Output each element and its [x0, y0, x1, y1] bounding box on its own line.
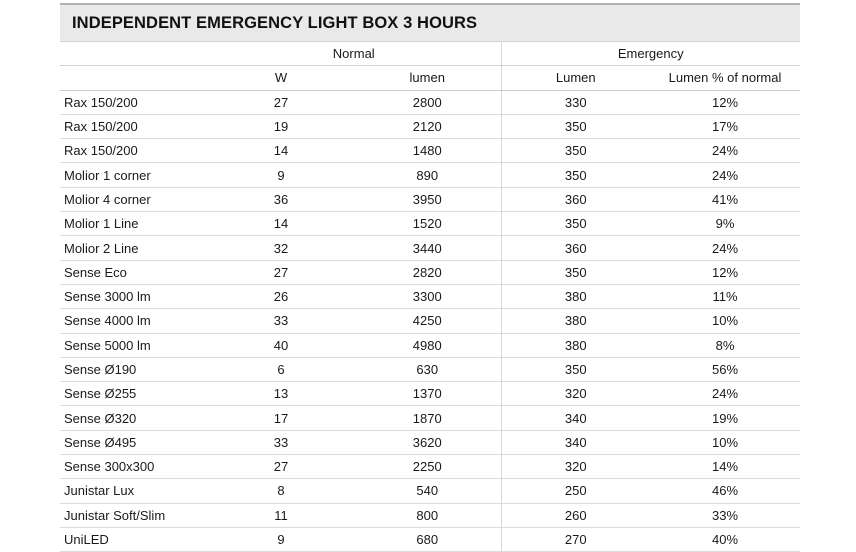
- table-row: [60, 260, 800, 284]
- column-header-row: [60, 66, 800, 90]
- cell-normal-lumen: 4980: [330, 333, 501, 357]
- cell-normal-w: 27: [232, 90, 330, 114]
- cell-product-name: Rax 150/200: [60, 114, 232, 138]
- cell-normal-w: 33: [232, 309, 330, 333]
- cell-product-name: Molior 2 Line: [60, 236, 232, 260]
- cell-normal-lumen: 680: [330, 527, 501, 551]
- cell-emergency-lumen: 250: [501, 479, 650, 503]
- cell-emergency-lumen: 320: [501, 455, 650, 479]
- cell-normal-w: 27: [232, 455, 330, 479]
- table-row: [60, 382, 800, 406]
- table-row: [60, 479, 800, 503]
- table-row: [60, 357, 800, 381]
- cell-product-name: Sense 3000 lm: [60, 284, 232, 308]
- cell-emergency-lumen-percent: 19%: [650, 406, 800, 430]
- table-row: [60, 406, 800, 430]
- cell-emergency-lumen-percent: 12%: [650, 90, 800, 114]
- cell-emergency-lumen: 350: [501, 260, 650, 284]
- cell-normal-w: 8: [232, 479, 330, 503]
- cell-normal-w: 13: [232, 382, 330, 406]
- cell-product-name: Molior 4 corner: [60, 187, 232, 211]
- column-header-lumen: lumen: [330, 66, 501, 90]
- cell-normal-lumen: 3950: [330, 187, 501, 211]
- column-header-lumen-percent: Lumen % of normal: [650, 66, 800, 90]
- cell-normal-w: 26: [232, 284, 330, 308]
- cell-product-name: Rax 150/200: [60, 90, 232, 114]
- cell-product-name: Sense 300x300: [60, 455, 232, 479]
- cell-emergency-lumen-percent: 17%: [650, 114, 800, 138]
- cell-normal-w: 6: [232, 357, 330, 381]
- cell-emergency-lumen-percent: 56%: [650, 357, 800, 381]
- group-header-blank: [60, 42, 232, 66]
- cell-product-name: Junistar Soft/Slim: [60, 503, 232, 527]
- group-header-normal: Normal: [232, 42, 501, 66]
- cell-normal-w: 33: [232, 430, 330, 454]
- group-header-row: [60, 42, 800, 66]
- table-row: [60, 163, 800, 187]
- column-header-blank: [60, 66, 232, 90]
- cell-normal-lumen: 2120: [330, 114, 501, 138]
- cell-emergency-lumen-percent: 40%: [650, 527, 800, 551]
- table-row: [60, 236, 800, 260]
- cell-emergency-lumen-percent: 9%: [650, 212, 800, 236]
- cell-emergency-lumen: 380: [501, 309, 650, 333]
- table-row: [60, 430, 800, 454]
- cell-product-name: Sense 4000 lm: [60, 309, 232, 333]
- emergency-light-spec-sheet: [60, 3, 800, 552]
- cell-normal-lumen: 3620: [330, 430, 501, 454]
- cell-emergency-lumen: 350: [501, 212, 650, 236]
- cell-emergency-lumen: 320: [501, 382, 650, 406]
- cell-emergency-lumen-percent: 11%: [650, 284, 800, 308]
- cell-normal-lumen: 1520: [330, 212, 501, 236]
- cell-normal-lumen: 1480: [330, 139, 501, 163]
- cell-emergency-lumen-percent: 24%: [650, 139, 800, 163]
- table-body: [60, 90, 800, 552]
- cell-normal-w: 40: [232, 333, 330, 357]
- cell-normal-lumen: 1870: [330, 406, 501, 430]
- cell-normal-w: 9: [232, 527, 330, 551]
- cell-emergency-lumen-percent: 12%: [650, 260, 800, 284]
- cell-emergency-lumen-percent: 24%: [650, 382, 800, 406]
- cell-normal-lumen: 2800: [330, 90, 501, 114]
- cell-emergency-lumen: 260: [501, 503, 650, 527]
- cell-emergency-lumen: 270: [501, 527, 650, 551]
- table-row: [60, 455, 800, 479]
- cell-product-name: Molior 1 corner: [60, 163, 232, 187]
- table-row: [60, 114, 800, 138]
- cell-product-name: Rax 150/200: [60, 139, 232, 163]
- emergency-light-table: [60, 42, 800, 552]
- cell-emergency-lumen-percent: 41%: [650, 187, 800, 211]
- cell-normal-lumen: 2820: [330, 260, 501, 284]
- cell-normal-lumen: 4250: [330, 309, 501, 333]
- cell-product-name: Sense Ø495: [60, 430, 232, 454]
- cell-product-name: Molior 1 Line: [60, 212, 232, 236]
- cell-emergency-lumen: 350: [501, 357, 650, 381]
- cell-normal-w: 19: [232, 114, 330, 138]
- cell-emergency-lumen-percent: 10%: [650, 430, 800, 454]
- table-row: [60, 309, 800, 333]
- cell-product-name: Sense Ø190: [60, 357, 232, 381]
- cell-normal-lumen: 800: [330, 503, 501, 527]
- group-header-emergency: Emergency: [501, 42, 800, 66]
- cell-emergency-lumen: 350: [501, 139, 650, 163]
- cell-emergency-lumen: 360: [501, 187, 650, 211]
- cell-product-name: Sense Eco: [60, 260, 232, 284]
- cell-normal-lumen: 540: [330, 479, 501, 503]
- cell-product-name: Sense Ø255: [60, 382, 232, 406]
- cell-emergency-lumen-percent: 14%: [650, 455, 800, 479]
- cell-normal-w: 27: [232, 260, 330, 284]
- table-row: [60, 90, 800, 114]
- column-header-w: W: [232, 66, 330, 90]
- cell-normal-w: 9: [232, 163, 330, 187]
- cell-emergency-lumen-percent: 33%: [650, 503, 800, 527]
- cell-product-name: Sense 5000 lm: [60, 333, 232, 357]
- table-title-bar: [60, 3, 800, 42]
- cell-product-name: Junistar Lux: [60, 479, 232, 503]
- cell-emergency-lumen: 340: [501, 406, 650, 430]
- cell-normal-lumen: 1370: [330, 382, 501, 406]
- cell-product-name: Sense Ø320: [60, 406, 232, 430]
- cell-normal-lumen: 2250: [330, 455, 501, 479]
- cell-normal-w: 32: [232, 236, 330, 260]
- cell-normal-lumen: 630: [330, 357, 501, 381]
- cell-emergency-lumen-percent: 8%: [650, 333, 800, 357]
- cell-normal-w: 14: [232, 139, 330, 163]
- cell-normal-w: 14: [232, 212, 330, 236]
- table-row: [60, 503, 800, 527]
- table-row: [60, 284, 800, 308]
- page-title: INDEPENDENT EMERGENCY LIGHT BOX 3 HOURS: [72, 14, 478, 32]
- table-row: [60, 212, 800, 236]
- cell-normal-lumen: 890: [330, 163, 501, 187]
- column-header-emergency-lumen: Lumen: [501, 66, 650, 90]
- cell-emergency-lumen: 330: [501, 90, 650, 114]
- cell-emergency-lumen: 380: [501, 333, 650, 357]
- table-row: [60, 187, 800, 211]
- cell-emergency-lumen-percent: 24%: [650, 236, 800, 260]
- table-row: [60, 333, 800, 357]
- cell-emergency-lumen: 340: [501, 430, 650, 454]
- cell-normal-w: 11: [232, 503, 330, 527]
- cell-emergency-lumen: 350: [501, 114, 650, 138]
- cell-normal-lumen: 3440: [330, 236, 501, 260]
- cell-normal-w: 36: [232, 187, 330, 211]
- cell-emergency-lumen: 380: [501, 284, 650, 308]
- cell-emergency-lumen: 360: [501, 236, 650, 260]
- cell-normal-lumen: 3300: [330, 284, 501, 308]
- cell-emergency-lumen: 350: [501, 163, 650, 187]
- cell-product-name: UniLED: [60, 527, 232, 551]
- cell-emergency-lumen-percent: 24%: [650, 163, 800, 187]
- cell-emergency-lumen-percent: 46%: [650, 479, 800, 503]
- cell-normal-w: 17: [232, 406, 330, 430]
- cell-emergency-lumen-percent: 10%: [650, 309, 800, 333]
- table-row: [60, 139, 800, 163]
